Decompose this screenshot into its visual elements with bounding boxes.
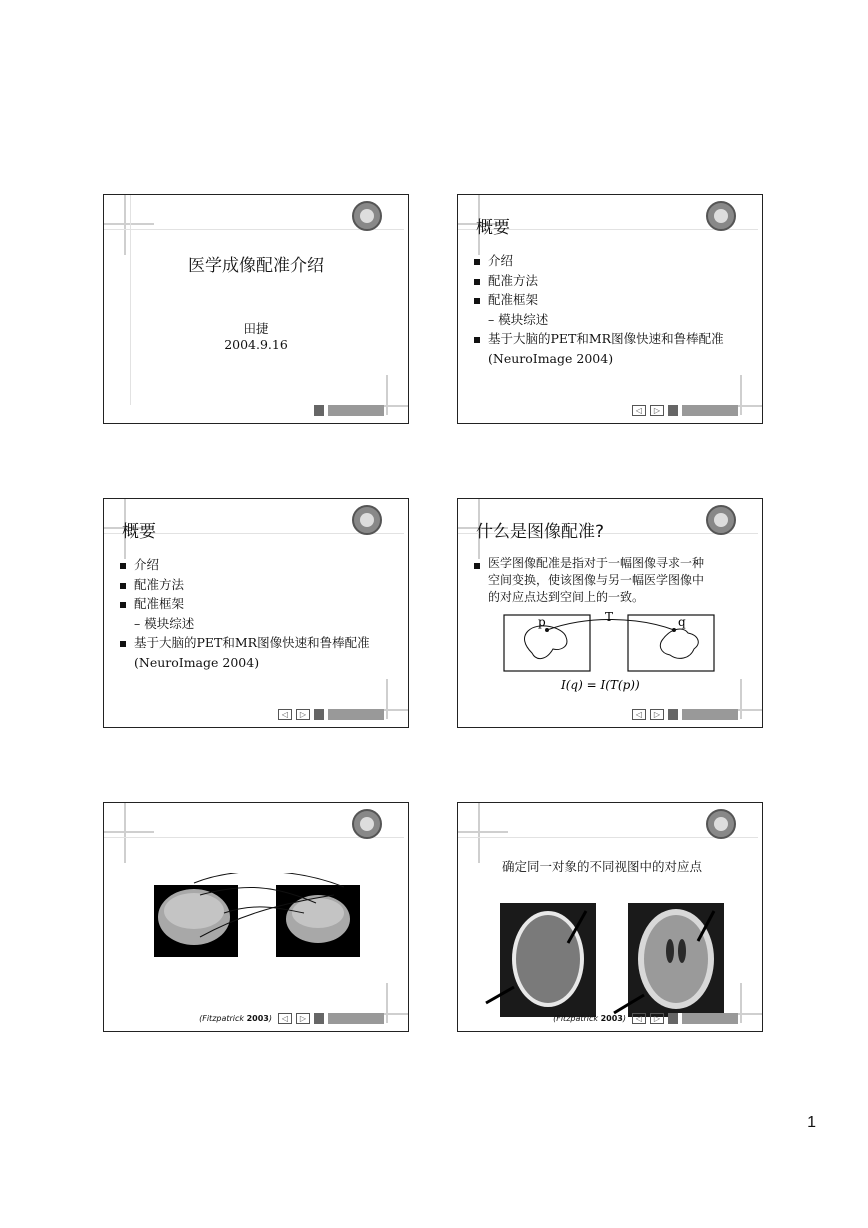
- list-item: (NeuroImage 2004): [488, 350, 614, 366]
- credit: (Fitzpatrick 2003): [553, 1013, 626, 1023]
- institute-banner-icon: [668, 405, 738, 416]
- author: 田捷: [243, 321, 269, 336]
- institute-banner-icon: [314, 405, 384, 416]
- brain-images-figure: [458, 899, 763, 1019]
- prev-slide-button[interactable]: ◁: [278, 1013, 292, 1024]
- label-p: p: [538, 615, 546, 629]
- prev-slide-button[interactable]: ◁: [632, 709, 646, 720]
- point-q: [672, 628, 676, 632]
- institute-logo-icon: [352, 201, 382, 231]
- slide-footer: [632, 403, 738, 417]
- slide-footer: [314, 403, 384, 417]
- list-item: 的对应点达到空间上的一致。: [488, 590, 645, 604]
- label-q: q: [678, 615, 686, 629]
- next-slide-button[interactable]: ▷: [650, 405, 664, 416]
- institute-banner-icon: [314, 1013, 384, 1024]
- slide-title: 医学成像配准介绍: [188, 256, 324, 276]
- target-image-box: [628, 615, 714, 671]
- source-image-box: [504, 615, 590, 671]
- slide-footer: [632, 707, 738, 721]
- slide-text: 确定同一对象的不同视图中的对应点: [502, 859, 703, 874]
- prev-slide-button[interactable]: ◁: [632, 1013, 646, 1024]
- list-item: 配准方法: [120, 575, 370, 595]
- slide-title: 概要: [476, 218, 510, 238]
- list-item: 介绍: [474, 251, 724, 271]
- label-t: T: [605, 610, 614, 624]
- prev-slide-button[interactable]: ◁: [278, 709, 292, 720]
- slide-title: 概要: [122, 522, 156, 542]
- next-slide-button[interactable]: ▷: [296, 709, 310, 720]
- next-slide-button[interactable]: ▷: [650, 1013, 664, 1024]
- prev-slide-button[interactable]: ◁: [632, 405, 646, 416]
- institute-logo-icon: [706, 809, 736, 839]
- skull-registration-figure: [104, 873, 409, 983]
- slide-3: [103, 498, 409, 728]
- slide-2: [457, 194, 763, 424]
- institute-banner-icon: [668, 1013, 738, 1024]
- slide-footer: [278, 707, 384, 721]
- list-item: 空间变换，使该图像与另一幅医学图像中: [488, 573, 705, 587]
- slide-1: [103, 194, 409, 424]
- credit-author: Fitzpatrick: [556, 1013, 599, 1023]
- institute-logo-icon: [706, 505, 736, 535]
- list-item: – 模块综述: [488, 311, 549, 327]
- list-item: 基于大脑的PET和MR图像快速和鲁棒配准: [474, 329, 724, 349]
- institute-banner-icon: [314, 709, 384, 720]
- list-item: – 模块综述: [134, 615, 195, 631]
- institute-logo-icon: [706, 201, 736, 231]
- next-slide-button[interactable]: ▷: [650, 709, 664, 720]
- bullet-list: [120, 555, 370, 672]
- institute-logo-icon: [352, 505, 382, 535]
- credit: (Fitzpatrick 2003): [199, 1013, 272, 1023]
- slide-footer: [199, 1011, 384, 1025]
- credit-year: 2003: [246, 1013, 269, 1023]
- registration-diagram: [458, 609, 763, 709]
- list-item: 配准框架: [474, 290, 724, 310]
- list-item: (NeuroImage 2004): [134, 654, 260, 670]
- slide-footer: [553, 1011, 738, 1025]
- bullet-list: [474, 555, 704, 606]
- slide-5: [103, 802, 409, 1032]
- list-item: 医学图像配准是指对于一幅图像寻求一种: [474, 555, 704, 572]
- institute-banner-icon: [668, 709, 738, 720]
- slide-6: [457, 802, 763, 1032]
- list-item: 基于大脑的PET和MR图像快速和鲁棒配准: [120, 633, 370, 653]
- date: 2004.9.16: [224, 337, 288, 352]
- list-item: 配准方法: [474, 271, 724, 291]
- formula: I(q) = I(T(p)): [561, 678, 640, 692]
- bullet-list: [474, 251, 724, 368]
- credit-author: Fitzpatrick: [202, 1013, 245, 1023]
- list-item: 介绍: [120, 555, 370, 575]
- page-number: 1: [807, 1114, 816, 1131]
- list-item: 配准框架: [120, 594, 370, 614]
- slide-4: [457, 498, 763, 728]
- credit-year: 2003: [600, 1013, 623, 1023]
- next-slide-button[interactable]: ▷: [296, 1013, 310, 1024]
- institute-logo-icon: [352, 809, 382, 839]
- slide-title: 什么是图像配准?: [476, 522, 605, 542]
